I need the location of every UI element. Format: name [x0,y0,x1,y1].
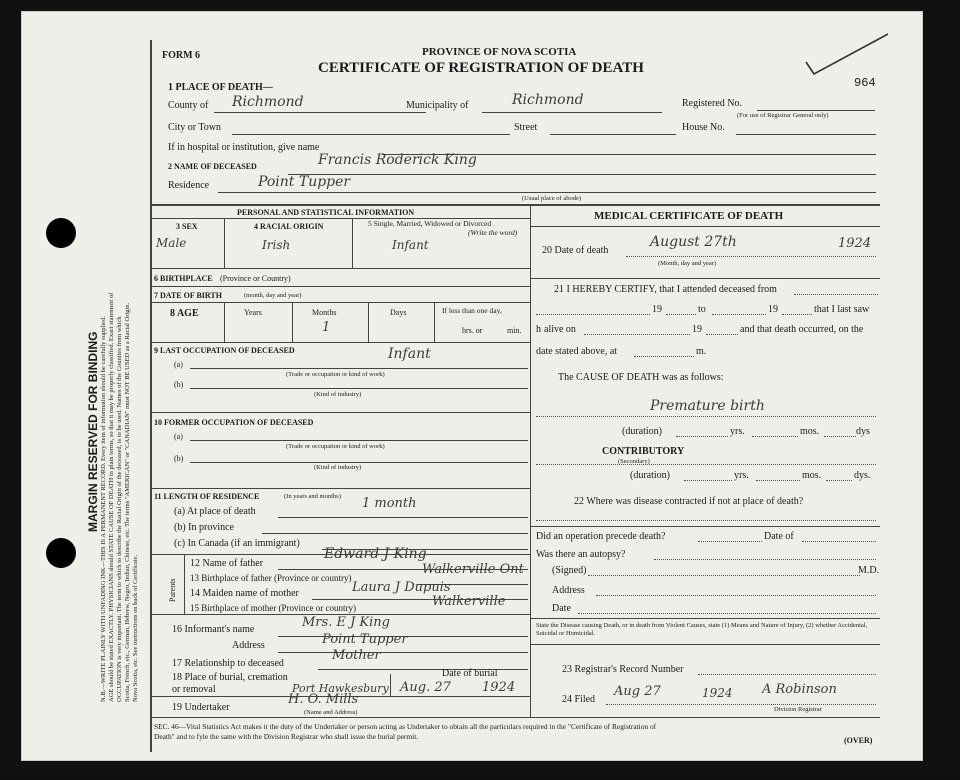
birthplace-note: (Province or Country) [220,274,291,283]
mother-value: Laura J Dupuis [352,580,451,595]
date-of-label: Date of [764,531,794,542]
municipality-value: Richmond [512,92,584,108]
sex-label: 3 SEX [176,222,198,231]
filed-value: Aug 27 [614,684,661,699]
medical-address-label: Address [552,585,585,596]
hrs-label: hrs. or [462,326,483,335]
father-birthplace-label: 13 Birthplace of father (Province or country) [190,573,352,583]
name-label: 2 NAME OF DECEASED [168,162,257,171]
certify-to: to [698,304,706,315]
certify-alive-on: alive on [544,324,576,335]
duration-2: (duration) [630,470,670,481]
burial-date-label: Date of burial [442,668,498,679]
registration-stamp: 964 [854,76,876,90]
informant-address-label: Address [232,640,265,651]
mother-birthplace-label: 15 Birthplace of mother (Province or country) [190,603,356,613]
residence-value: Point Tupper [258,174,351,190]
former-occ-b: (b) [174,454,184,463]
county-label: County of [168,100,209,111]
dob-note: (month, day and year) [244,292,302,299]
personal-heading: PERSONAL AND STATISTICAL INFORMATION [237,208,415,217]
signed-label: (Signed) [552,565,587,576]
certify-h: h [536,324,541,335]
residence-length-label: 11 LENGTH OF RESIDENCE [154,492,260,501]
residence-note: (Usual place of abode) [522,195,582,202]
registrar-record-label: 23 Registrar's Record Number [562,664,684,675]
registrar-signature: A Robinson [762,682,837,697]
at-place-label: (a) At place of death [174,506,256,517]
father-birthplace-value: Walkerville Ont [422,562,524,577]
contributory-label: CONTRIBUTORY [602,446,685,457]
province-heading: PROVINCE OF NOVA SCOTIA [422,46,577,58]
filed-year: 1924 [702,686,733,700]
residence-label: Residence [168,180,210,191]
margin-instruction-4: Scotia, French, etc., German, Hebrew, Negro, Indian, Chinese, etc. The terms "AMERICAN" or "CANADIAN" must NOT BE USED as a Racial Origin. [124,302,131,702]
dys-1: dys [856,426,870,437]
sex-value: Male [156,236,187,250]
operation-label: Did an operation precede death? [536,531,666,542]
city-label: City or Town [168,122,222,133]
birthplace-label: 6 BIRTHPLACE [154,274,213,283]
date-of-death-year: 1924 [838,236,872,251]
mos-1: mos. [800,426,820,437]
burial-place-value: Port Hawkesbury [292,682,389,695]
mother-birthplace-value: Walkerville [432,594,506,609]
yrs-1: yrs. [730,426,745,437]
place-of-death-heading: 1 PLACE OF DEATH— [168,82,273,93]
secondary-note: (Secondary) [618,458,650,465]
burial-date-value: Aug. 27 [400,680,451,695]
former-occ-trade-note: (Trade or occupation or kind of work) [286,443,385,450]
sec46-text-2: Death" and to fyle the same with the Division Registrar who shall issue the burial permit. [154,732,419,741]
medical-date-label: Date [552,603,571,614]
hospital-label: If in hospital or institution, give name [168,142,320,153]
former-occ-a: (a) [174,432,183,441]
informant-value: Mrs. E J King [302,615,390,630]
date-of-death-label: 20 Date of death [542,245,609,256]
death-certificate [22,12,922,760]
residence-length-note: (In years and months) [284,493,341,500]
former-occupation-label: 10 FORMER OCCUPATION OF DECEASED [154,418,314,427]
cause-label: The CAUSE OF DEATH was as follows: [558,372,724,383]
marital-value: Infant [392,238,429,252]
county-value: Richmond [232,94,304,110]
last-occ-trade-note: (Trade or occupation or kind of work) [286,371,385,378]
cause-value: Premature birth [650,398,765,414]
father-label: 12 Name of father [190,558,264,569]
burial-year-value: 1924 [482,680,516,695]
years-label: Years [244,308,262,317]
house-no-label: House No. [682,122,725,133]
sec46-text: SEC. 46—Vital Statistics Act makes it the duty of the Undertaker or person acting as Undertaker to obtain all the particulars required in the "Certificate of Registration of [154,722,657,731]
marital-label: 5 Single, Married, Widowed or Divorced [368,219,492,228]
min-label: min. [507,326,522,335]
form-left-border [150,40,152,752]
street-label: Street [514,122,538,133]
months-value: 1 [322,320,331,335]
md-label: M.D. [858,565,880,576]
registered-no-label: Registered No. [682,98,742,109]
filed-label: 24 Filed [562,694,596,705]
age-label: 8 AGE [170,308,199,319]
binding-hole-bottom [46,538,76,568]
certify-19a: 19 [652,304,662,315]
margin-instruction-3: OCCUPATION is very important. The term to which to describe the Racial Origin of the deceased, is to be used. Names of the Counties from which [116,316,123,702]
certify-death-occurred: and that death occurred, on the [740,324,864,335]
page-title: CERTIFICATE OF REGISTRATION OF DEATH [318,60,644,76]
certify-at: date stated above, at [536,346,618,357]
division-registrar-note: Division Registrar [774,706,822,713]
last-occupation-value: Infant [388,346,431,362]
undertaker-note: (Name and Address) [304,709,358,716]
informant-address-value: Point Tupper [322,632,408,647]
marital-note: (Write the word) [468,228,518,237]
margin-instruction-1: N.B.—WRITE PLAINLY WITH UNFADING INK—THIS IS A PERMANENT RECORD. Every item of information should be carefully supplied. [100,316,107,702]
municipality-label: Municipality of [406,100,469,111]
relationship-value: Mother [332,648,381,663]
violent-causes-note: State the Disease causing Death, or in death from Violent Causes, state (1) Means and Nature of Injury, (2) whether Accidental, Suicidal or Homicidal. [536,622,868,637]
certify-m: m. [696,346,707,357]
check-mark-icon [802,30,892,80]
racial-value: Irish [262,238,291,252]
relationship-label: 17 Relationship to deceased [172,658,284,669]
last-occ-industry-note: (Kind of industry) [314,391,362,398]
father-value: Edward J King [324,546,427,562]
undertaker-label: 19 Undertaker [172,702,230,713]
undertaker-value: H. O. Mills [288,692,359,707]
less-than-day-label: If less than one day, [442,306,502,315]
mother-label: 14 Maiden name of mother [190,588,299,599]
last-occ-b: (b) [174,380,184,389]
yrs-2: yrs. [734,470,749,481]
at-place-value: 1 month [362,496,417,511]
binding-hole-top [46,218,76,248]
registered-no-note: (For use of Registrar General only) [737,112,829,119]
contracted-label: 22 Where was disease contracted if not at place of death? [574,496,804,507]
last-occupation-label: 9 LAST OCCUPATION OF DECEASED [154,346,295,355]
over-label: (OVER) [844,736,873,745]
days-label: Days [390,308,407,317]
in-canada-label: (c) In Canada (if an immigrant) [174,538,300,549]
months-label: Months [312,308,337,317]
date-of-death-value: August 27th [650,234,737,250]
certify-last-saw: that I last saw [814,304,870,315]
medical-heading: MEDICAL CERTIFICATE OF DEATH [594,210,784,222]
certify-19b: 19 [768,304,778,315]
autopsy-label: Was there an autopsy? [536,549,626,560]
date-of-death-note: (Month, day and year) [658,260,717,267]
burial-label: 18 Place of burial, cremation or removal [172,672,288,695]
in-province-label: (b) In province [174,522,234,533]
dob-label: 7 DATE OF BIRTH [154,291,222,300]
informant-label: 16 Informant's name [172,624,255,635]
mos-2: mos. [802,470,822,481]
duration-1: (duration) [622,426,662,437]
dys-2: dys. [854,470,871,481]
racial-label: 4 RACIAL ORIGIN [254,222,324,231]
form-number: FORM 6 [162,50,201,61]
margin-instruction-5: Nova Scotia, etc. See instructions on back of Certificate. [132,554,139,702]
former-occ-industry-note: (Kind of industry) [314,464,362,471]
parents-label: Parents [168,578,177,602]
binding-margin-label: MARGIN RESERVED FOR BINDING [86,331,100,532]
last-occ-a: (a) [174,360,183,369]
name-value: Francis Roderick King [318,152,477,168]
certify-19c: 19 [692,324,702,335]
margin-instruction-2: AGE should be stated EXACTLY. PHYSICIANS should STATE CAUSE OF DEATH in plain terms, so that it may be properly classified. Exact statement of [108,292,115,702]
certify-line-1: 21 I HEREBY CERTIFY, that I attended deceased from [554,284,777,295]
